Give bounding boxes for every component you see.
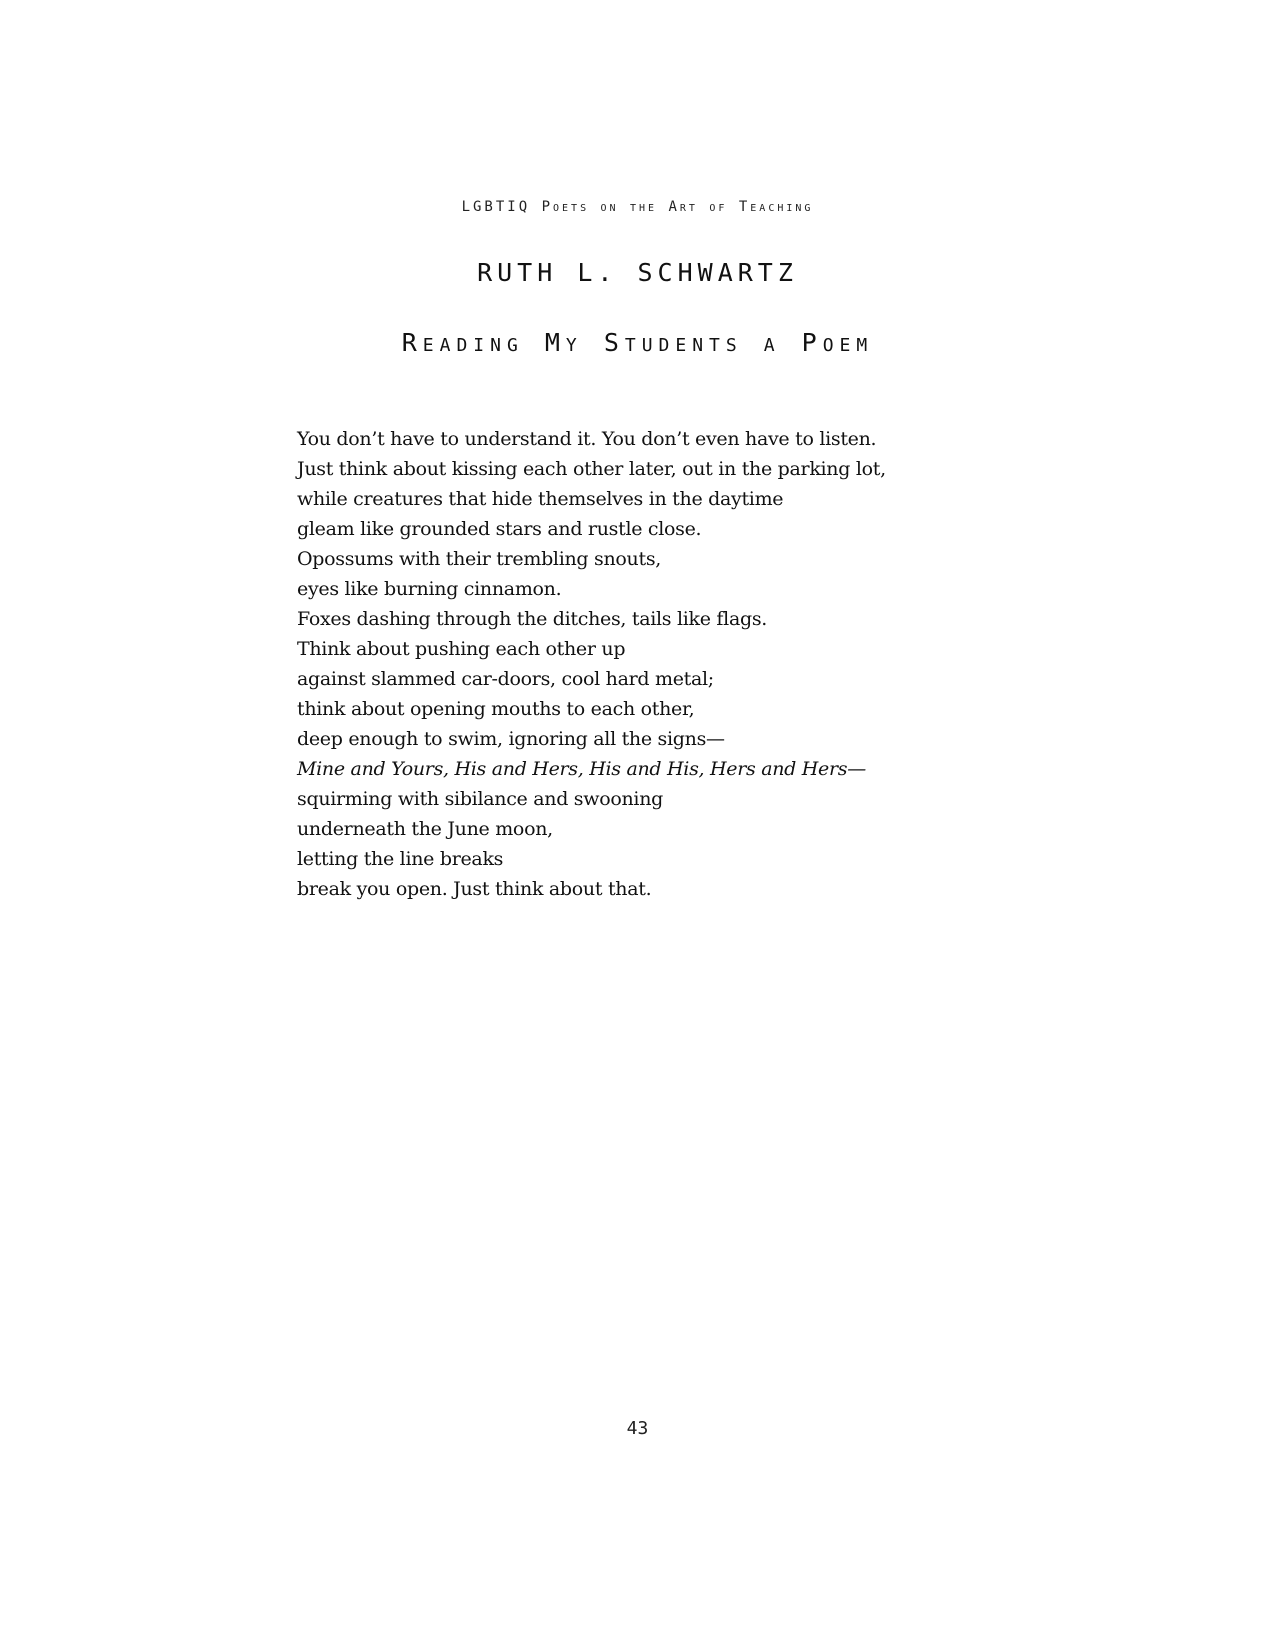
poem-line: Think about pushing each other up xyxy=(297,638,626,660)
poem-body xyxy=(297,424,937,904)
page-number: 43 xyxy=(626,1418,649,1439)
poem-line: eyes like burning cinnamon. xyxy=(297,578,562,600)
poem-line: Foxes dashing through the ditches, tails like flags. xyxy=(297,608,768,630)
poem-line: letting the line breaks xyxy=(297,848,504,870)
poem-line: while creatures that hide themselves in the daytime xyxy=(297,488,784,510)
poem-line: deep enough to swim, ignoring all the signs— xyxy=(297,728,725,750)
poem-line: Just think about kissing each other later, out in the parking lot, xyxy=(297,458,886,480)
poem-line: Opossums with their trembling snouts, xyxy=(297,548,662,570)
poem-line: You don’t have to understand it. You don’t even have to listen. xyxy=(297,428,877,450)
poem-line: against slammed car-doors, cool hard metal; xyxy=(297,668,714,690)
poem-line: underneath the June moon, xyxy=(297,818,553,840)
author-name: RUTH L. SCHWARTZ xyxy=(477,258,798,287)
poem-line: break you open. Just think about that. xyxy=(297,878,652,900)
running-head: LGBTIQ Poets on the Art of Teaching xyxy=(461,199,814,215)
poem-line: gleam like grounded stars and rustle close. xyxy=(297,518,702,540)
poem-line-italic: Mine and Yours, His and Hers, His and His, Hers and Hers— xyxy=(297,758,866,780)
poem-line: think about opening mouths to each other, xyxy=(297,698,695,720)
poem-title: Reading My Students a Poem xyxy=(401,328,874,357)
poem-line: squirming with sibilance and swooning xyxy=(297,788,663,810)
